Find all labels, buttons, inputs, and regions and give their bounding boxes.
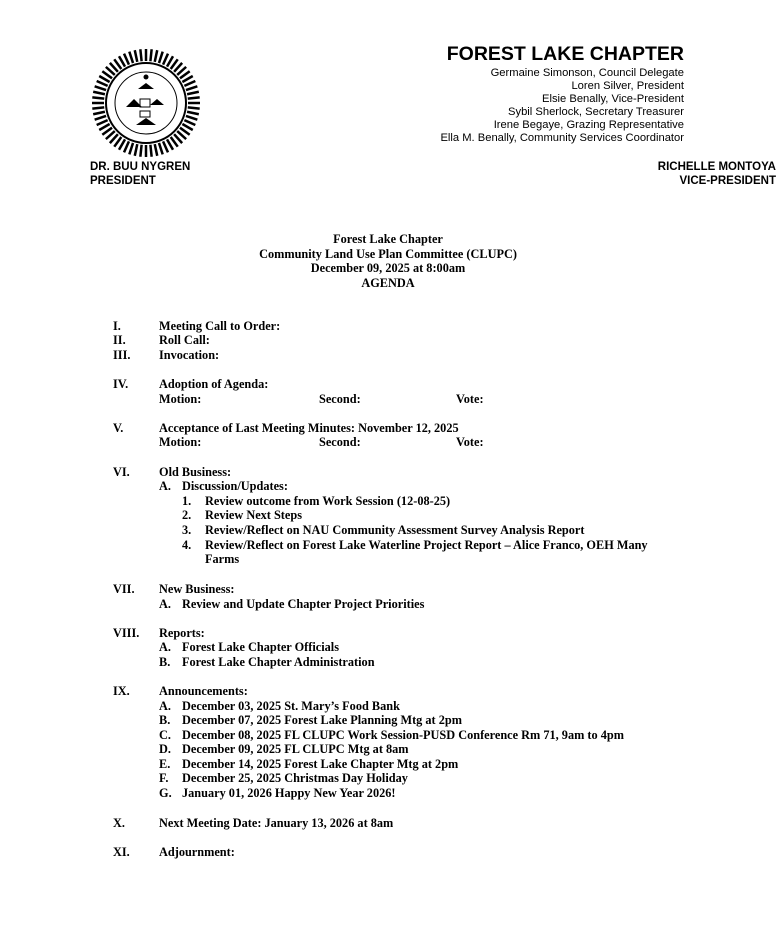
agenda-item-text: Forest Lake Chapter Administration (182, 655, 375, 669)
agenda-item-text: Review outcome from Work Session (12-08-25) (205, 494, 451, 508)
agenda-item-text: Announcements: (159, 684, 248, 698)
vp-name: RICHELLE MONTOYA (657, 161, 776, 173)
agenda-item-text: New Business: (159, 582, 235, 596)
agenda-second-label: Second: (319, 435, 361, 449)
official: Irene Begaye, Grazing Representative (493, 119, 684, 131)
navajo-nation-seal-icon (90, 47, 202, 159)
agenda-item-number: XI. (113, 845, 130, 859)
agenda-item-number: A. (159, 479, 171, 493)
meeting-heading (0, 232, 776, 290)
agenda-vote-label: Vote: (456, 392, 484, 406)
agenda-item-text: December 08, 2025 FL CLUPC Work Session-PUSD Conference Rm 71, 9am to 4pm (182, 728, 624, 742)
agenda-item-text: Farms (205, 552, 240, 566)
nation-vice-president (658, 160, 776, 188)
official: Germaine Simonson, Council Delegate (490, 67, 684, 79)
official: Loren Silver, President (571, 80, 684, 92)
agenda-item-number: B. (159, 713, 171, 727)
agenda-item-number: X. (113, 816, 125, 830)
agenda-item-number: VIII. (113, 626, 140, 640)
nation-president (90, 160, 190, 188)
agenda-item-text: Review/Reflect on NAU Community Assessment Survey Analysis Report (205, 523, 585, 537)
agenda-item-text: December 07, 2025 Forest Lake Planning Mtg at 2pm (182, 713, 462, 727)
official: Ella M. Benally, Community Services Coordinator (440, 132, 684, 144)
agenda-item-number: III. (113, 348, 131, 362)
agenda-item-text: Adoption of Agenda: (159, 377, 269, 391)
agenda-vote-label: Vote: (456, 435, 484, 449)
agenda-item-number: VI. (113, 465, 130, 479)
agenda-item-text: Motion: (159, 435, 202, 449)
agenda-item-number: 3. (182, 523, 192, 537)
agenda-item-number: C. (159, 728, 171, 742)
agenda-item-text: Reports: (159, 626, 205, 640)
agenda-item-text: January 01, 2026 Happy New Year 2026! (182, 786, 396, 800)
agenda-item-number: A. (159, 699, 171, 713)
agenda-item-text: December 03, 2025 St. Mary’s Food Bank (182, 699, 400, 713)
agenda-item-text: December 25, 2025 Christmas Day Holiday (182, 771, 408, 785)
heading-committee: Community Land Use Plan Committee (CLUPC) (259, 246, 517, 261)
agenda-item-text: Adjournment: (159, 845, 235, 859)
agenda-item-number: IV. (113, 377, 129, 391)
agenda-item-number: A. (159, 597, 171, 611)
chapter-title: FOREST LAKE CHAPTER (446, 43, 684, 65)
president-title: PRESIDENT (90, 175, 156, 187)
president-name: DR. BUU NYGREN (90, 161, 191, 173)
agenda-item-text: Meeting Call to Order: (159, 319, 281, 333)
official: Elsie Benally, Vice-President (542, 93, 684, 105)
agenda-item-text: Invocation: (159, 348, 220, 362)
agenda-item-number: 4. (182, 538, 192, 552)
agenda-item-number: IX. (113, 684, 130, 698)
agenda-item-text: Review/Reflect on Forest Lake Waterline Project Report – Alice Franco, OEH Many (205, 538, 648, 552)
heading-date: December 09, 2025 at 8:00am (310, 261, 466, 275)
vp-title: VICE-PRESIDENT (679, 175, 776, 187)
agenda-item-number: V. (113, 421, 124, 435)
agenda-item-number: E. (159, 757, 171, 771)
agenda-item-text: Old Business: (159, 465, 232, 479)
agenda-item-text: Forest Lake Chapter Officials (182, 640, 339, 654)
agenda-item-number: A. (159, 640, 171, 654)
agenda-item-number: G. (159, 786, 172, 800)
agenda-item-text: Acceptance of Last Meeting Minutes: November 12, 2025 (159, 421, 459, 435)
agenda-item-number: 1. (182, 494, 192, 508)
agenda-item-text: Review and Update Chapter Project Priorities (182, 597, 425, 611)
heading-agenda: AGENDA (361, 275, 415, 290)
agenda-item-text: Review Next Steps (205, 508, 302, 522)
agenda-item-text: Next Meeting Date: January 13, 2026 at 8am (159, 816, 394, 830)
agenda-item-text: December 09, 2025 FL CLUPC Mtg at 8am (182, 742, 409, 756)
agenda-item-text: Motion: (159, 392, 202, 406)
heading-chapter: Forest Lake Chapter (333, 232, 443, 246)
agenda-item-number: VII. (113, 582, 135, 596)
agenda-second-label: Second: (319, 392, 361, 406)
chapter-officials (440, 67, 684, 145)
agenda-item-text: Discussion/Updates: (182, 479, 288, 493)
agenda-item-number: II. (113, 333, 126, 347)
agenda-item-number: D. (159, 742, 171, 756)
agenda-item-text: Roll Call: (159, 333, 210, 347)
agenda-item-text: December 14, 2025 Forest Lake Chapter Mtg at 2pm (182, 757, 459, 771)
agenda-item-number: I. (113, 319, 121, 333)
official: Sybil Sherlock, Secretary Treasurer (508, 106, 684, 118)
agenda-item-number: F. (159, 771, 169, 785)
agenda-item-number: B. (159, 655, 171, 669)
agenda-item-number: 2. (182, 508, 192, 522)
